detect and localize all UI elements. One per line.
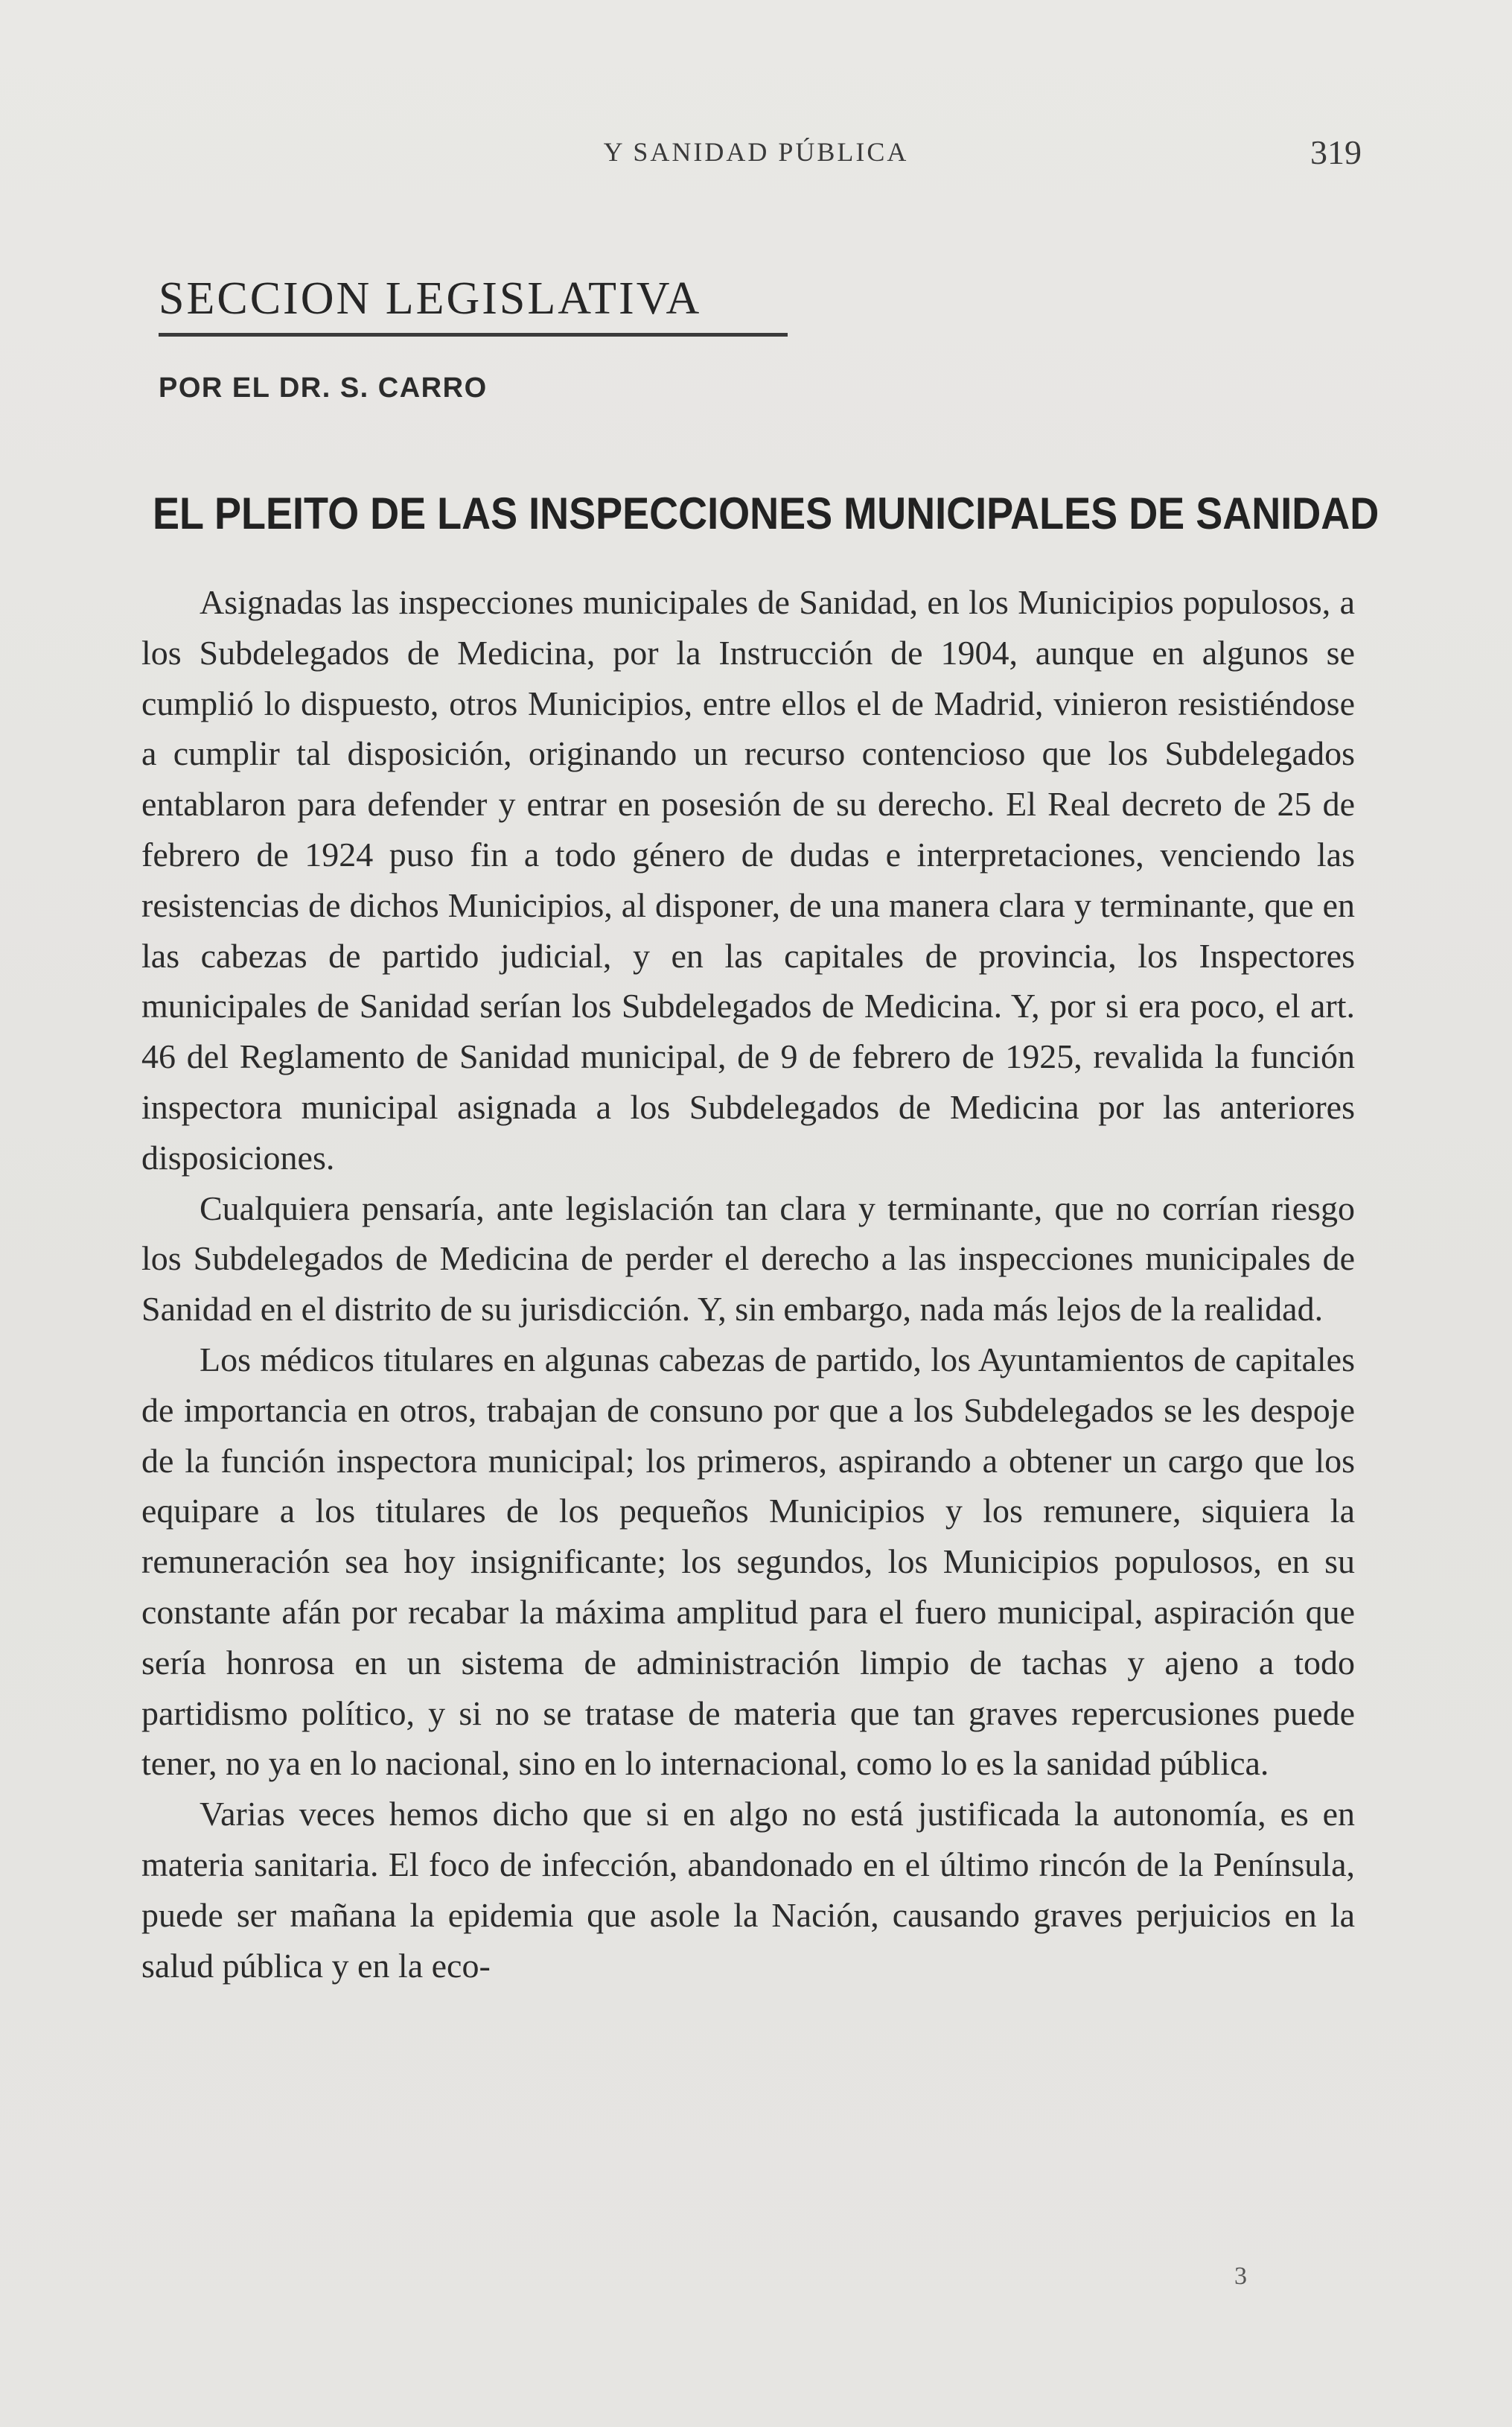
running-header-title: Y SANIDAD PÚBLICA [603,137,909,167]
author-byline: POR EL DR. S. CARRO [159,372,488,404]
page-number: 319 [1310,133,1362,171]
section-title: SECCION LEGISLATIVA [159,273,788,337]
printer-signature-mark: 3 [1234,2262,1247,2290]
article-body [141,577,1355,1991]
body-paragraph-4: Varias veces hemos dicho que si en algo no está justificada la autonomía, es en materia sanitaria. El foco de infección, abandonado en el último rincón de la Península, puede ser mañana la epidemia que asole la Nación, causando graves perjuicios en la salud pública y en la eco- [141,1795,1355,1985]
body-paragraph-1: Asignadas las inspecciones municipales de Sanidad, en los Municipios populosos, a los Subdelegados de Medicina, por la Instrucción de 1904, aunque en algunos se cumplió lo dispuesto, otros Municipios, entre ellos el de Madrid, vinieron resistiéndose a cumplir tal disposición, originando un recurso contencioso que los Subdelegados entablaron para defender y entrar en posesión de su derecho. El Real decreto de 25 de febrero de 1924 puso fin a todo género de dudas e interpretaciones, venciendo las resistencias de dichos Municipios, al disponer, de una manera clara y terminante, que en las cabezas de partido judicial, y en las capitales de provincia, los Inspectores municipales de Sanidad serían los Subdelegados de Medicina. Y, por si era poco, el art. 46 del Reglamento de Sanidad municipal, de 9 de febrero de 1925, revalida la función inspectora municipal asignada a los Subdelegados de Medicina por las anteriores disposiciones. [141,583,1355,1177]
body-paragraph-2: Cualquiera pensaría, ante legislación tan clara y terminante, que no corrían riesgo los Subdelegados de Medicina de perder el derecho a las inspecciones municipales de Sanidad en el distrito de su jurisdicción. Y, sin embargo, nada más lejos de la realidad. [141,1189,1355,1329]
article-title: EL PLEITO DE LAS INSPECCIONES MUNICIPALES DE SANIDAD [153,489,1379,538]
body-paragraph-3: Los médicos titulares en algunas cabezas de partido, los Ayuntamientos de capitales de importancia en otros, trabajan de consuno por que a los Subdelegados se les despoje de la función inspectora municipal; los primeros, aspirando a obtener un cargo que los equipare a los titulares de los pequeños Municipios y los remunere, siquiera la remuneración sea hoy insignificante; los segundos, los Municipios populosos, en su constante afán por recabar la máxima amplitud para el fuero municipal, aspiración que sería honrosa en un sistema de administración limpio de tachas y ajeno a todo partidismo político, y si no se tratase de materia que tan graves repercusiones puede tener, no ya en lo nacional, sino en lo internacional, como lo es la sanidad pública. [141,1340,1355,1783]
